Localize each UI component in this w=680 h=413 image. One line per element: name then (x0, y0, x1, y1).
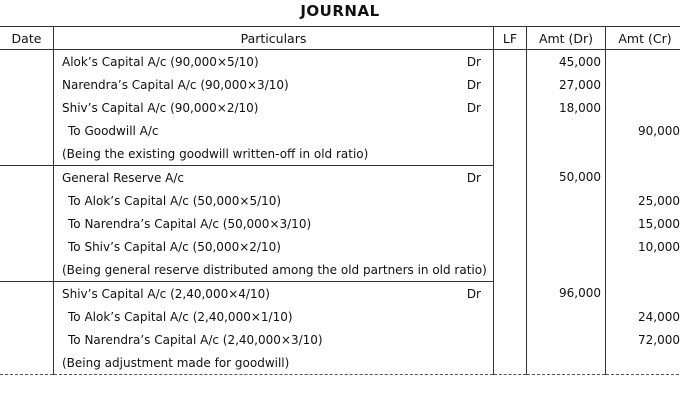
particulars-cell (54, 305, 494, 328)
dr-mark: Dr (466, 170, 481, 185)
debit-amount (527, 189, 606, 212)
date-cell (0, 73, 54, 96)
table-row (0, 328, 680, 351)
table-row (0, 235, 680, 258)
header-particulars: Particulars (54, 27, 494, 50)
date-cell (0, 96, 54, 119)
debit-amount: 50,000 (527, 166, 606, 190)
credit-amount (606, 50, 680, 74)
lf-cell (494, 282, 527, 306)
credit-amount: 90,000 (638, 123, 680, 138)
dr-mark: Dr (466, 77, 481, 92)
date-cell (0, 142, 54, 166)
debit-amount (527, 119, 606, 142)
journal-body (0, 50, 680, 375)
lf-cell (494, 50, 527, 74)
particulars-text: Shiv’s Capital A/c (2,40,000×4/10) (62, 286, 270, 301)
particulars-text: To Alok’s Capital A/c (2,40,000×1/10) (68, 309, 293, 324)
date-cell (0, 235, 54, 258)
debit-amount (527, 351, 606, 375)
lf-cell (494, 351, 527, 375)
particulars-cell (54, 189, 494, 212)
lf-cell (494, 73, 527, 96)
particulars-cell (54, 50, 494, 74)
lf-cell (494, 235, 527, 258)
date-cell (0, 328, 54, 351)
particulars-cell (54, 351, 494, 375)
particulars-text: To Narendra’s Capital A/c (2,40,000×3/10) (68, 332, 323, 347)
date-cell (0, 166, 54, 190)
table-row (0, 166, 680, 190)
debit-amount (527, 328, 606, 351)
lf-cell (494, 212, 527, 235)
lf-cell (494, 328, 527, 351)
credit-amount (606, 73, 680, 96)
table-row (0, 212, 680, 235)
header-date: Date (0, 27, 54, 50)
table-row (0, 189, 680, 212)
lf-cell (494, 166, 527, 190)
particulars-cell (54, 258, 494, 282)
header-amt-cr: Amt (Cr) (606, 27, 680, 50)
credit-amount (606, 258, 680, 282)
particulars-cell (54, 96, 494, 119)
particulars-text: Shiv’s Capital A/c (90,000×2/10) (62, 100, 259, 115)
date-cell (0, 258, 54, 282)
date-cell (0, 189, 54, 212)
particulars-text: Narendra’s Capital A/c (90,000×3/10) (62, 77, 289, 92)
credit-amount (606, 96, 680, 119)
particulars-cell (54, 166, 494, 190)
date-cell (0, 50, 54, 74)
table-row (0, 73, 680, 96)
table-row (0, 119, 680, 142)
credit-amount (606, 351, 680, 375)
table-row (0, 258, 680, 282)
credit-amount: 72,000 (638, 332, 680, 347)
date-cell (0, 119, 54, 142)
journal-table (0, 26, 680, 375)
table-row (0, 142, 680, 166)
credit-amount: 15,000 (638, 216, 680, 231)
header-lf: LF (494, 27, 527, 50)
lf-cell (494, 119, 527, 142)
particulars-text: To Goodwill A/c (68, 123, 159, 138)
particulars-text: General Reserve A/c (62, 170, 185, 185)
date-cell (0, 212, 54, 235)
credit-amount: 24,000 (638, 309, 680, 324)
date-cell (0, 351, 54, 375)
particulars-text: To Alok’s Capital A/c (50,000×5/10) (68, 193, 282, 208)
date-cell (0, 305, 54, 328)
header-amt-dr: Amt (Dr) (527, 27, 606, 50)
header-row (0, 27, 680, 50)
credit-amount (606, 282, 680, 306)
particulars-cell (54, 73, 494, 96)
credit-amount: 10,000 (638, 239, 680, 254)
debit-amount (527, 258, 606, 282)
particulars-text: To Shiv’s Capital A/c (50,000×2/10) (68, 239, 281, 254)
table-row (0, 50, 680, 74)
lf-cell (494, 189, 527, 212)
particulars-cell (54, 142, 494, 166)
particulars-text: (Being general reserve distributed among the old partners in old ratio) (62, 262, 487, 277)
table-row (0, 282, 680, 306)
debit-amount (527, 212, 606, 235)
credit-amount (606, 142, 680, 166)
date-cell (0, 282, 54, 306)
lf-cell (494, 142, 527, 166)
debit-amount (527, 235, 606, 258)
particulars-cell (54, 282, 494, 306)
particulars-cell (54, 328, 494, 351)
dr-mark: Dr (466, 286, 481, 301)
table-row (0, 351, 680, 375)
journal-title: JOURNAL (300, 2, 380, 20)
credit-amount (606, 166, 680, 190)
particulars-cell (54, 212, 494, 235)
particulars-text: To Narendra’s Capital A/c (50,000×3/10) (68, 216, 312, 231)
table-row (0, 305, 680, 328)
debit-amount (527, 305, 606, 328)
debit-amount: 18,000 (527, 96, 606, 119)
debit-amount: 45,000 (527, 50, 606, 74)
debit-amount (527, 142, 606, 166)
lf-cell (494, 258, 527, 282)
debit-amount: 27,000 (527, 73, 606, 96)
dr-mark: Dr (466, 54, 481, 69)
dr-mark: Dr (466, 100, 481, 115)
particulars-text: (Being adjustment made for goodwill) (62, 355, 290, 370)
particulars-cell (54, 235, 494, 258)
table-row (0, 96, 680, 119)
credit-amount: 25,000 (638, 193, 680, 208)
lf-cell (494, 96, 527, 119)
particulars-text: (Being the existing goodwill written-off in old ratio) (62, 146, 369, 161)
debit-amount: 96,000 (527, 282, 606, 306)
particulars-text: Alok’s Capital A/c (90,000×5/10) (62, 54, 259, 69)
particulars-cell (54, 119, 494, 142)
lf-cell (494, 305, 527, 328)
